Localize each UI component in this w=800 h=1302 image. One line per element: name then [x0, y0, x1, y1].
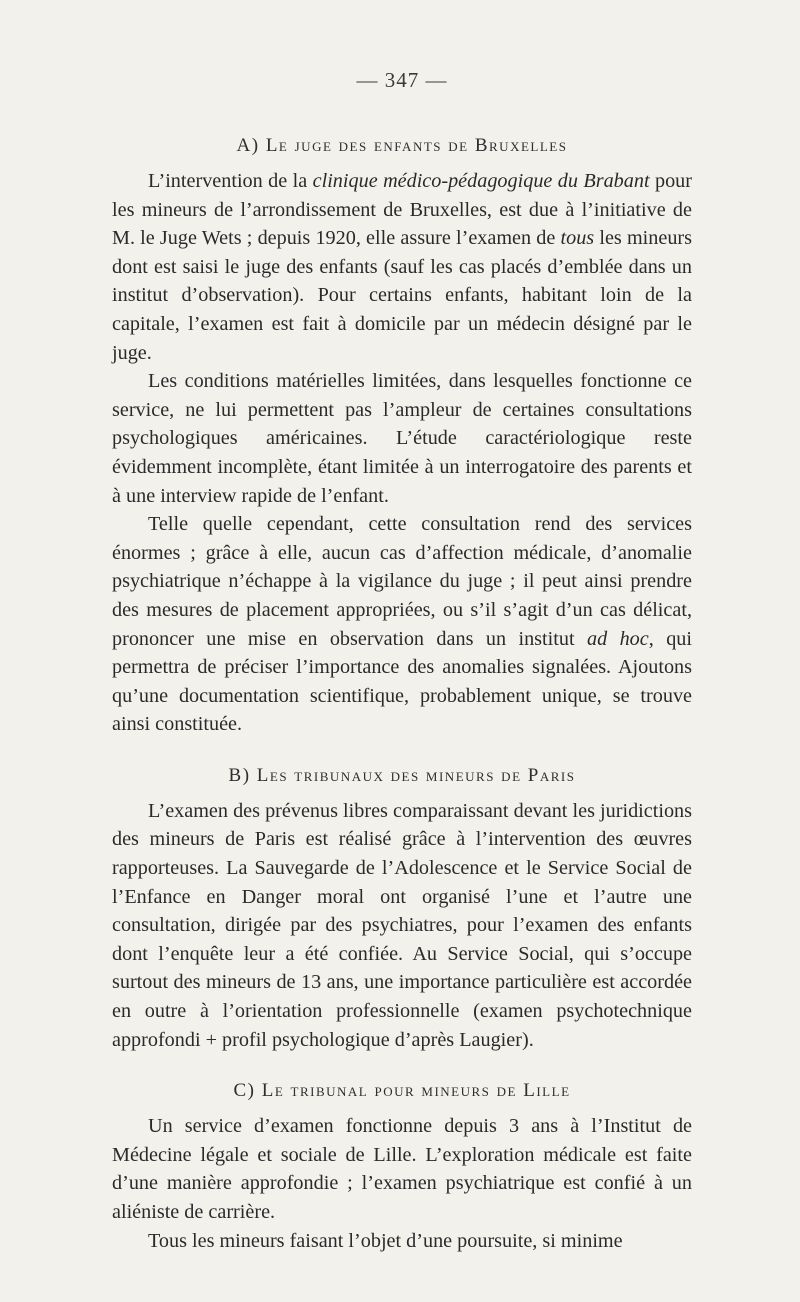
paragraph	[112, 167, 692, 367]
section-heading: B) Les tribunaux des mineurs de Paris	[228, 764, 576, 786]
paragraph	[112, 1112, 692, 1226]
page-number: — 347 —	[356, 68, 448, 92]
text-run: Tous les mineurs faisant l’objet d’une poursuite, si minime	[148, 1229, 623, 1252]
text-run: L’intervention de la	[148, 170, 313, 192]
section-heading: C) Le tribunal pour mineurs de Lille	[233, 1080, 571, 1102]
paragraph	[112, 510, 692, 739]
section-a	[112, 135, 692, 739]
text-run: L’examen des prévenus libres comparaissant devant les juridictions des mineurs de Paris est réalisé grâce à l’intervention des œuvres rapporteuses. La Sauvegarde de l’Adolescence et le Service Social de l’Enfance en Danger moral ont organisé l’une et l’autre une consultation, dirigée par des psychiatres, pour l’examen des enfants dont l’enquête leur a été confiée. Au Service Social, qui s’occupe surtout des mineurs de 13 ans, une importance particulière est accordée en outre à l’orientation professionnelle (examen psychotechnique approfondi + profil psychologique d’après Laugier).	[112, 799, 692, 1051]
paragraph	[112, 797, 692, 1054]
text-run: , qui permettra de préciser l’importance des anomalies signalées. Ajoutons qu’une documentation scientifique, probablement unique, se trouve ainsi constituée.	[112, 627, 692, 736]
paragraph	[112, 1227, 692, 1256]
text-run: Un service d’examen fonctionne depuis 3 ans à l’Institut de Médecine légale et sociale de Lille. L’exploration médicale est faite d’une manière approfondie ; l’examen psychiatrique est confié à un aliéniste de carrière.	[112, 1115, 692, 1223]
text-run: pour les mineurs de l’arrondissement de Bruxelles, est due à l’initiative de M. le Juge Wets ; depuis 1920, elle assure l’examen de	[112, 170, 692, 250]
text-run: Les conditions matérielles limitées, dans lesquelles fonctionne ce service, ne lui permettent pas l’ampleur de certaines consultations psychologiques américaines. L’étude caractériologique reste évidemment incomplète, étant limitée à un interrogatoire des parents et à une interview rapide de l’enfant.	[112, 370, 692, 507]
section-c	[112, 1080, 692, 1255]
section-b	[112, 765, 692, 1054]
section-heading: A) Le juge des enfants de Bruxelles	[236, 135, 568, 156]
text-run: Telle quelle cependant, cette consultation rend des services énormes ; grâce à elle, aucun cas d’affection médicale, d’anomalie psychiatrique n’échappe à la vigilance du juge ; il peut ainsi prendre des mesures de placement appropriées, ou s’il s’agit d’un cas délicat, prononcer une mise en observation dans un institut	[112, 513, 692, 650]
italic-run: ad hoc	[586, 627, 649, 650]
italic-run: tous	[560, 227, 595, 250]
paragraph	[112, 367, 692, 510]
text-run: les mineurs dont est saisi le juge des enfants (sauf les cas placés d’emblée dans un institut d’observation). Pour certains enfants, habitant loin de la capitale, l’examen est fait à domicile par un médecin désigné par le juge.	[112, 227, 692, 364]
italic-run: clinique médico-pédagogique du Brabant	[312, 170, 650, 192]
